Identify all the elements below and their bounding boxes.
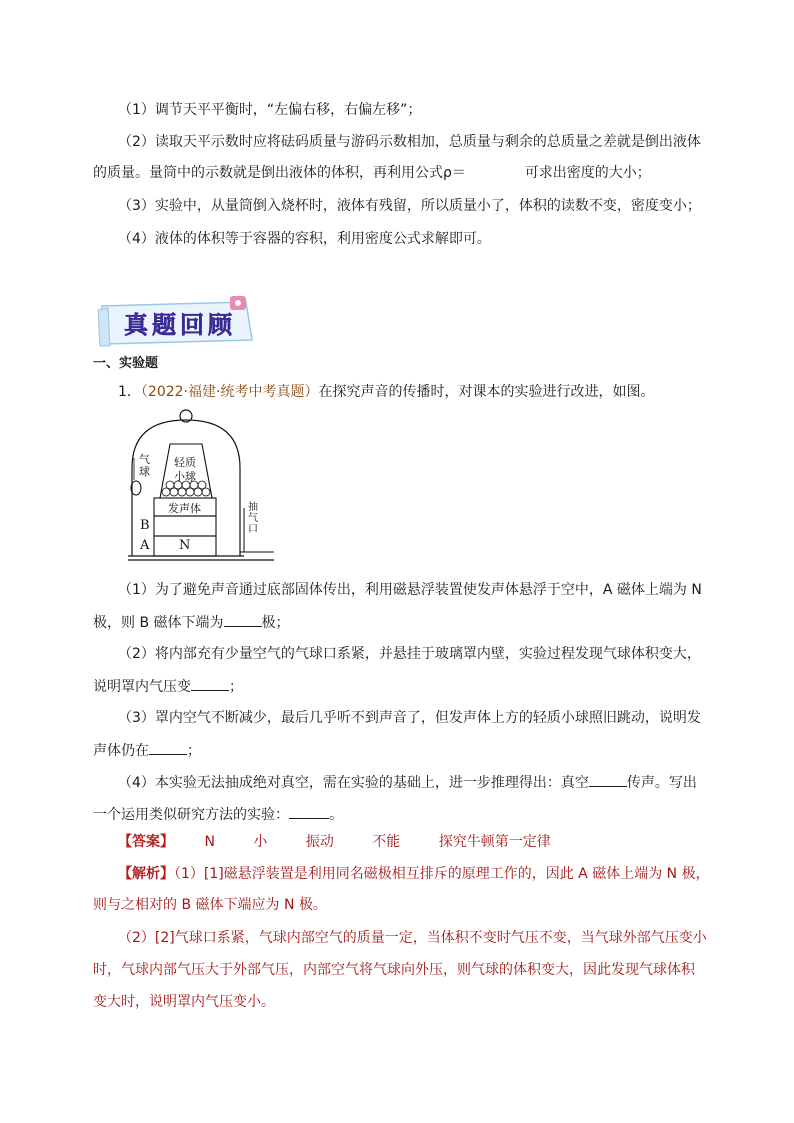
experiment-figure <box>126 408 276 568</box>
question-number: 1． <box>118 384 141 400</box>
subquestion-4a-end: 传声。写出 <box>626 775 697 791</box>
answer-blank-4[interactable] <box>589 772 627 787</box>
pole-n-label: N <box>179 538 191 553</box>
question-source: （2022·福建·统考中考真题） <box>140 384 319 400</box>
question-stem-text: 在探究声音的传播时，对课本的实验进行改进，如图。 <box>318 384 655 400</box>
subquestion-2b <box>93 676 243 697</box>
analysis-line-3: （2）[2]气球口系紧，气球内部空气的质量一定，当体积不变时气压不变，当气球外部气压变小 <box>118 930 707 946</box>
intro-paragraph-2b-text: 的质量。量筒中的示数就是倒出液体的体积，再利用公式ρ＝ <box>93 165 466 181</box>
intro-paragraph-2a: （2）读取天平示数时应将砝码质量与游码示数相加，总质量与剩余的总质量之差就是倒出液体 <box>118 134 701 150</box>
ball-label-line1: 轻质 <box>174 456 196 469</box>
analysis-line-1-text: （1）[1]磁悬浮装置是利用同名磁极相互排斥的原理工作的，因此 A 磁体上端为 N 极， <box>174 866 710 882</box>
subquestion-3b-end: ； <box>187 743 201 759</box>
answer-value-4: 不能 <box>372 834 401 850</box>
answer-blank-3[interactable] <box>149 740 187 755</box>
answer-line <box>118 832 551 852</box>
analysis-line-1 <box>118 864 710 884</box>
question-stem <box>118 382 654 402</box>
analysis-tag: 【解析】 <box>118 866 174 882</box>
answer-value-3: 振动 <box>305 834 334 850</box>
answer-blank-1[interactable] <box>224 612 262 627</box>
subquestion-2a: （2）将内部充有少量空气的气球口系紧，并悬挂于玻璃罩内壁，实验过程发现气球体积变大， <box>118 646 701 662</box>
answer-blank-5[interactable] <box>289 804 329 819</box>
intro-paragraph-3: （3）实验中，从量筒倒入烧杯时，液体有残留，所以质量小了，体积的读数不变，密度变小； <box>118 198 701 214</box>
analysis-line-4: 时，气球内部气压大于外部气压，内部空气将气球向外压，则气球的体积变大，因此发现气球体积 <box>93 962 695 978</box>
intro-paragraph-4: （4）液体的体积等于容器的容积，利用密度公式求解即可。 <box>118 231 491 247</box>
subquestion-2b-text: 说明罩内气压变 <box>93 679 191 695</box>
magnet-a-label: A <box>140 538 150 553</box>
answer-tag: 【答案】 <box>118 834 174 850</box>
intro-paragraph-2b-end: 可求出密度的大小； <box>524 165 651 181</box>
subquestion-4a <box>118 772 697 793</box>
intro-paragraph-2b <box>93 163 651 183</box>
subquestion-2b-end: ； <box>229 679 243 695</box>
ball-label-line2: 小球 <box>174 470 196 483</box>
subquestion-3b-text: 声体仍在 <box>93 743 149 759</box>
subquestion-3b <box>93 740 201 761</box>
outlet-label: 抽气口 <box>248 502 258 535</box>
subquestion-3a: （3）罩内空气不断减少，最后几乎听不到声音了，但发声体上方的轻质小球照旧跳动，说明发 <box>118 710 701 726</box>
banner-title: 真题回顾 <box>124 310 236 339</box>
subquestion-1b <box>93 612 290 633</box>
intro-paragraph-1: （1）调节天平平衡时，“左偏右移，右偏左移”； <box>118 102 422 118</box>
subquestion-1a: （1）为了避免声音通过底部固体传出，利用磁悬浮装置使发声体悬浮于空中，A 磁体上端为 N <box>118 582 702 598</box>
subquestion-1b-end: 极； <box>261 615 290 631</box>
subquestion-4a-text: （4）本实验无法抽成绝对真空，需在实验的基础上，进一步推理得出：真空 <box>118 775 589 791</box>
balloon-label: 气球 <box>139 453 150 478</box>
answer-value-5: 探究牛顿第一定律 <box>438 834 551 850</box>
sound-body-label: 发声体 <box>168 502 201 515</box>
analysis-line-5: 变大时，说明罩内气压变小。 <box>93 994 275 1010</box>
answer-value-2: 小 <box>253 834 268 850</box>
section-title: 一、实验题 <box>93 356 159 371</box>
subquestion-4b <box>93 804 343 825</box>
subquestion-1b-text: 极，则 B 磁体下端为 <box>93 615 224 631</box>
answer-value-1: N <box>204 834 215 850</box>
magnet-b-label: B <box>140 518 150 533</box>
subquestion-4b-text: 一个运用类似研究方法的实验： <box>93 807 289 823</box>
subquestion-4b-end: 。 <box>329 807 343 823</box>
analysis-line-2: 则与之相对的 B 磁体下端应为 N 极。 <box>93 897 327 913</box>
answer-blank-2[interactable] <box>191 676 229 691</box>
